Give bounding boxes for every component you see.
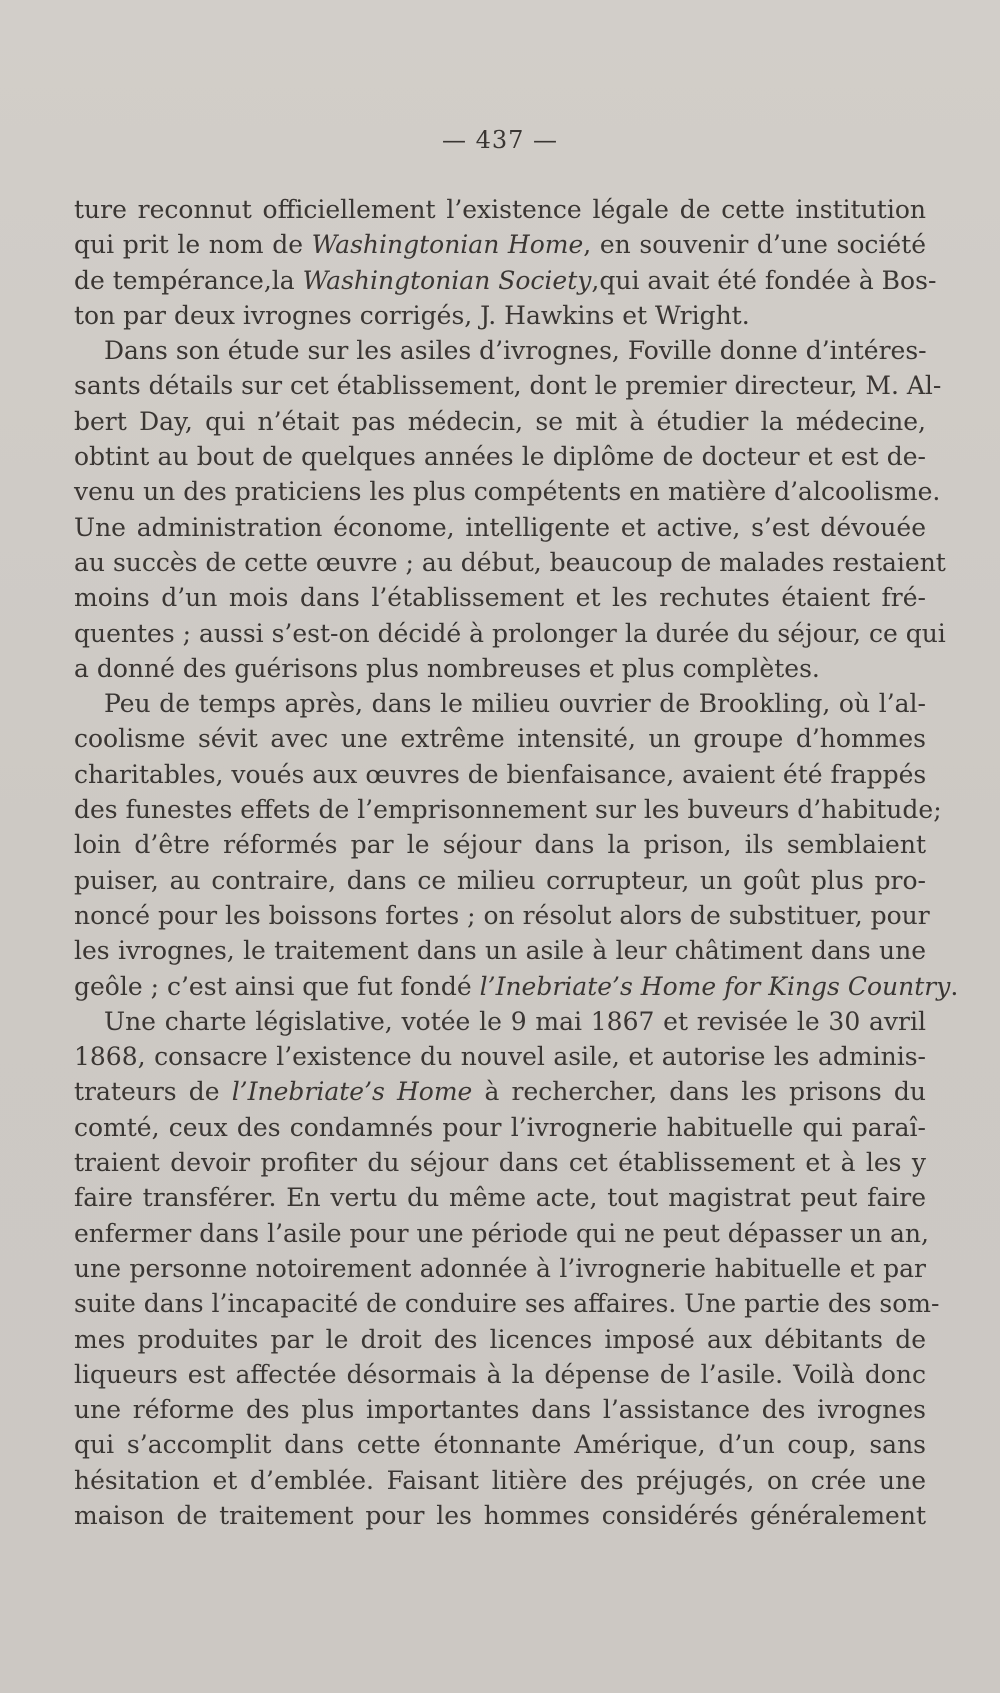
text-run: coolisme sévit avec une extrême intensité, un groupe d’hommes [74,724,926,754]
text-line [74,1463,926,1498]
text-line [74,1039,926,1074]
italic-title: l’Inebriate’s Home [231,1077,473,1107]
text-line [74,474,941,509]
text-line [74,1004,926,1039]
text-line [74,827,926,862]
text-line [74,969,959,1004]
text-line [74,898,930,933]
italic-title: Washingtonian Society [302,265,592,295]
text-line [74,1357,926,1392]
text-line [74,545,946,580]
text-line [74,298,926,333]
text-run: Une administration économe, intelligente et active, s’est dévouée [74,512,926,542]
text-run: ,qui avait été fondée à Bos- [591,265,937,295]
text-line [74,616,946,651]
text-run: ture reconnut officiellement l’existence légale de cette institution [74,195,926,224]
text-line [74,686,926,721]
text-line [74,1110,926,1145]
text-line [74,1322,926,1357]
text-run: hésitation et d’emblée. Faisant litière des préjugés, on crée une [74,1465,926,1495]
text-run: une réforme des plus importantes dans l’assistance des ivrognes [74,1395,926,1425]
text-run: à rechercher, dans les prisons du [472,1077,926,1107]
text-run: quentes ; aussi s’est-on décidé à prolonger la durée du séjour, ce qui [74,618,946,648]
text-run: bert Day, qui n’était pas médecin, se mit à étudier la médecine, [74,406,926,436]
text-run: puiser, au contraire, dans ce milieu corrupteur, un goût plus pro- [74,865,926,895]
text-run: noncé pour les boissons fortes ; on résolut alors de substituer, pour [74,900,930,930]
text-line [74,227,926,262]
page-number: — 437 — [441,126,559,154]
text-line [74,757,926,792]
text-run: , en souvenir d’une société [583,230,927,260]
text-line [74,1216,929,1251]
text-run: suite dans l’incapacité de conduire ses affaires. Une partie des som- [74,1289,940,1319]
text-run: Dans son étude sur les asiles d’ivrognes, Foville donne d’intéres- [104,336,927,366]
text-line [74,1498,926,1533]
text-run: mes produites par le droit des licences imposé aux débitants de [74,1324,926,1354]
text-line [74,863,926,898]
text-run: moins d’un mois dans l’établissement et les rechutes étaient fré- [74,583,926,613]
text-run: Une charte législative, votée le 9 mai 1867 et revisée le 30 avril [104,1006,926,1036]
text-run: des funestes effets de l’emprisonnement sur les buveurs d’habitude; [74,795,942,825]
text-line [74,1392,926,1427]
text-line [74,439,926,474]
text-run: comté, ceux des condamnés pour l’ivrognerie habituelle qui paraî- [74,1112,926,1142]
text-line [74,510,926,545]
text-run: sants détails sur cet établissement, dont le premier directeur, M. Al- [74,371,942,401]
text-line [74,1251,926,1286]
text-run: venu un des praticiens les plus compétents en matière d’alcoolisme. [74,477,941,507]
text-line [74,192,926,227]
text-line [74,368,942,403]
italic-title: Washingtonian Home [311,230,584,260]
text-line [74,721,926,756]
text-run: loin d’être réformés par le séjour dans la prison, ils semblaient [74,830,926,860]
text-run: faire transférer. En vertu du même acte, tout magistrat peut faire [74,1183,926,1213]
text-run: les ivrognes, le traitement dans un asile à leur châtiment dans une [74,936,926,966]
text-run: trateurs de [74,1077,232,1107]
text-run: ton par deux ivrognes corrigés, J. Hawkins et Wright. [74,300,750,330]
text-run: geôle ; c’est ainsi que fut fondé [74,971,480,1001]
text-run: obtint au bout de quelques années le diplôme de docteur et est de- [74,442,926,472]
body-text [74,192,959,1533]
text-line [74,263,937,298]
text-run: une personne notoirement adonnée à l’ivrognerie habituelle et par [74,1253,926,1283]
text-line [74,1286,940,1321]
text-run: traient devoir profiter du séjour dans cet établissement et à les y [74,1148,926,1178]
text-run: 1868, consacre l’existence du nouvel asile, et autorise les adminis- [74,1042,926,1072]
text-run: a donné des guérisons plus nombreuses et plus complètes. [74,653,820,683]
text-line [74,1074,926,1109]
text-run: qui prit le nom de [74,230,312,260]
text-run: au succès de cette œuvre ; au début, beaucoup de malades restaient [74,547,946,577]
text-line [74,651,926,686]
text-run: liqueurs est affectée désormais à la dépense de l’asile. Voilà donc [74,1359,926,1389]
text-line [74,580,926,615]
text-run: de tempérance,la [74,265,303,295]
text-line [74,933,926,968]
text-run: . [950,971,959,1001]
text-run: enfermer dans l’asile pour une période qui ne peut dépasser un an, [74,1218,929,1248]
text-line [74,404,926,439]
text-run: charitables, voués aux œuvres de bienfaisance, avaient été frappés [74,759,927,789]
text-run: qui s’accomplit dans cette étonnante Amérique, d’un coup, sans [74,1430,926,1460]
text-run: Peu de temps après, dans le milieu ouvrier de Brookling, où l’al- [104,689,926,719]
italic-title: l’Inebriate’s Home for Kings Country [479,971,951,1001]
text-line [74,1145,926,1180]
text-line [74,333,926,368]
text-line [74,792,942,827]
text-line [74,1180,926,1215]
text-run: maison de traitement pour les hommes considérés généralement [74,1500,926,1530]
text-line [74,1427,926,1462]
